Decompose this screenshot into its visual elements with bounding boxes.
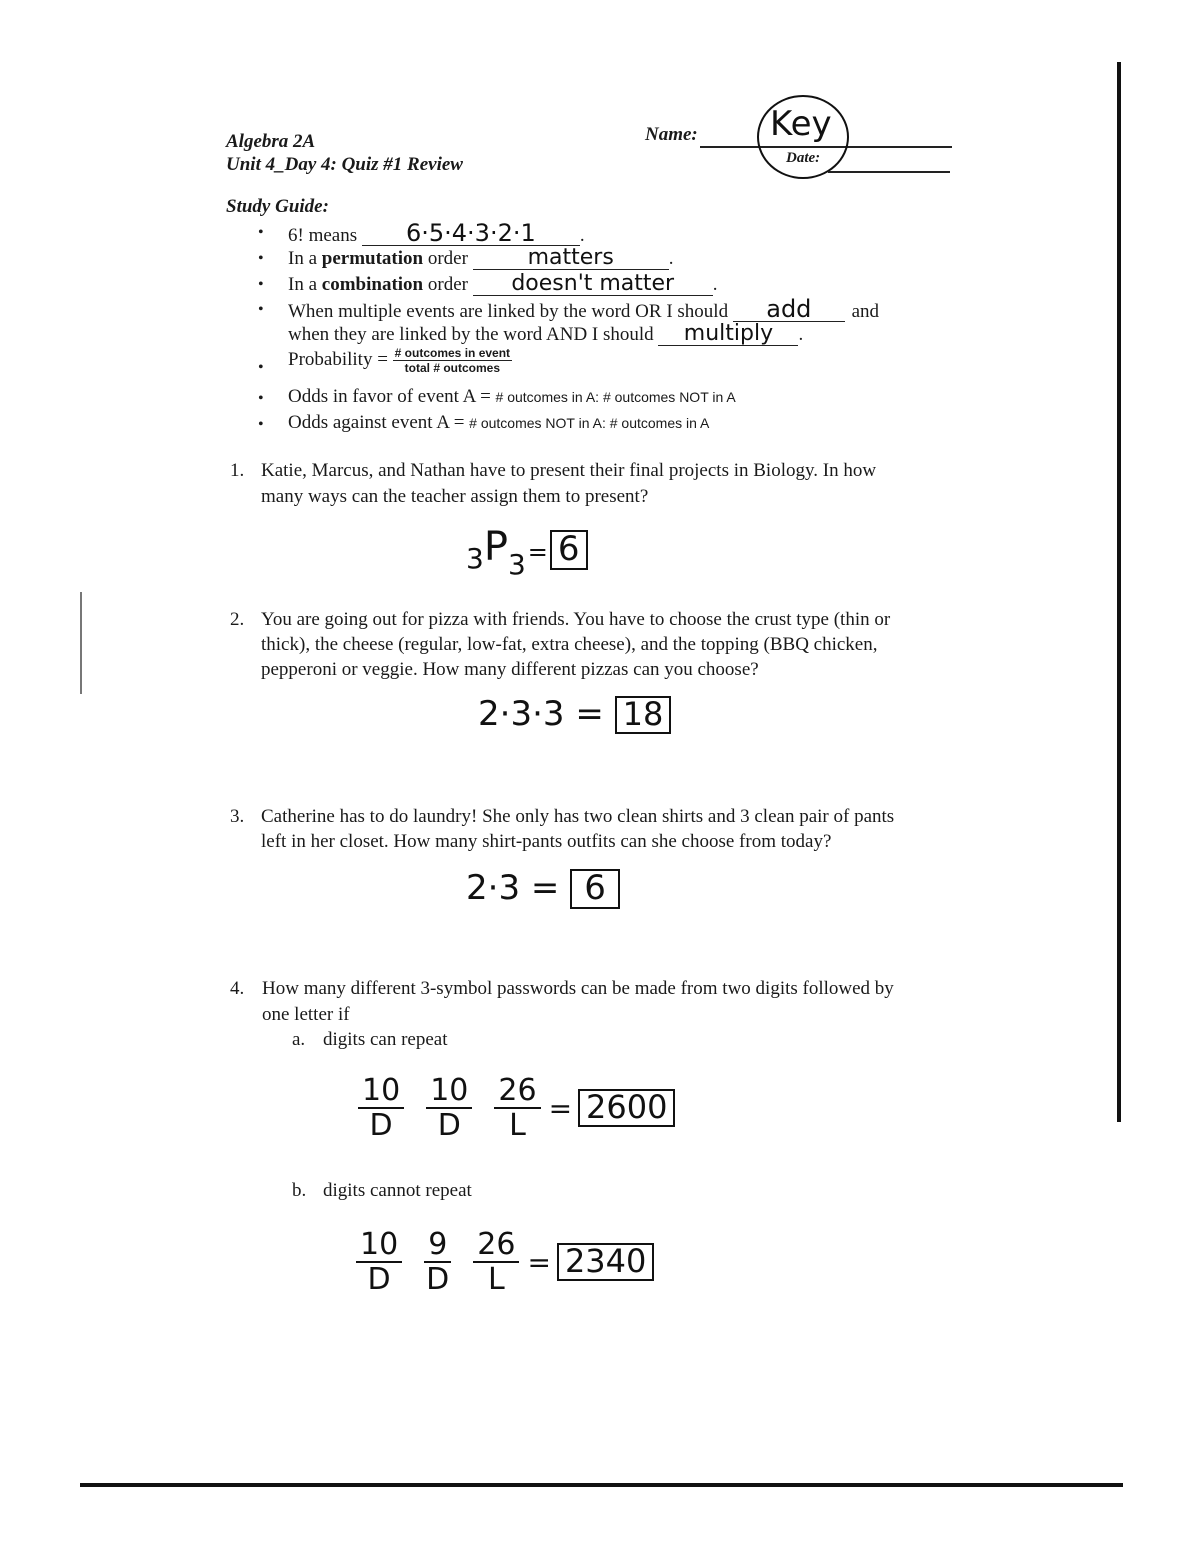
q1-line-2: many ways can the teacher assign them to present? bbox=[261, 486, 649, 507]
date-line bbox=[828, 171, 950, 173]
q4b-slot-1-type: D bbox=[367, 1262, 391, 1297]
probability-numerator: # outcomes in event bbox=[394, 346, 511, 360]
bullet-4-answer-1: add bbox=[733, 297, 845, 322]
q1-work-eq: = bbox=[527, 538, 548, 566]
q4a-slot-3-count: 26 bbox=[494, 1074, 540, 1109]
q4a-slot-3 bbox=[494, 1074, 540, 1142]
key-handwritten: Key bbox=[770, 104, 832, 144]
q1-answer-box: 6 bbox=[550, 530, 588, 570]
bullet-1-answer: 6·5·4·3·2·1 bbox=[362, 221, 580, 246]
odds-against-label: Odds against event A = bbox=[288, 412, 465, 433]
q4a-slot-2 bbox=[426, 1074, 472, 1142]
q4b-slot-3-count: 26 bbox=[473, 1228, 519, 1263]
q4a-slot-1-count: 10 bbox=[358, 1074, 404, 1109]
q4b-text: digits cannot repeat bbox=[323, 1180, 472, 1201]
bullet-4-text-2: when they are linked by the word AND I should bbox=[288, 324, 654, 345]
q4-line-2: one letter if bbox=[262, 1004, 350, 1025]
bullet-3-term: combination bbox=[321, 274, 424, 295]
bullet-4-answer-2: multiply bbox=[658, 323, 798, 346]
left-scan-mark bbox=[80, 592, 82, 694]
date-label: Date: bbox=[786, 150, 821, 166]
q2-answer-box: 18 bbox=[615, 696, 672, 734]
q4b-slot-3-type: L bbox=[488, 1262, 505, 1297]
probability-label: Probability = bbox=[288, 348, 388, 370]
bullet-2-answer: matters bbox=[473, 247, 669, 270]
q3-line-2: left in her closet. How many shirt-pants outfits can she choose from today? bbox=[261, 831, 832, 852]
bullet-4-line-1 bbox=[288, 297, 879, 323]
q4b-slot-3 bbox=[473, 1228, 519, 1296]
bullet-4-post-1: and bbox=[851, 301, 880, 322]
bullet-3 bbox=[288, 273, 717, 296]
q2-number: 2. bbox=[230, 609, 245, 630]
q2-line-3: pepperoni or veggie. How many different pizzas can you choose? bbox=[261, 659, 759, 680]
q4a-answer-box: 2600 bbox=[578, 1089, 675, 1127]
unit-title: Unit 4_Day 4: Quiz #1 Review bbox=[226, 154, 463, 175]
bullet-1 bbox=[288, 221, 585, 247]
bullet-2-pre: In a bbox=[288, 248, 322, 269]
study-guide-title: Study Guide: bbox=[226, 196, 329, 217]
q4a-slot-2-type: D bbox=[437, 1108, 461, 1143]
q1-work bbox=[466, 524, 588, 581]
name-label: Name: bbox=[645, 124, 698, 145]
q2-line-1: You are going out for pizza with friends. You have to choose the crust type (thin or bbox=[261, 609, 891, 630]
probability-fraction bbox=[393, 346, 512, 375]
q4b-answer-box: 2340 bbox=[557, 1243, 654, 1281]
bullet-6-glyph: • bbox=[258, 390, 264, 407]
bullet-1-glyph: • bbox=[258, 224, 264, 241]
q4a-text: digits can repeat bbox=[323, 1029, 448, 1050]
q1-work-p: P bbox=[483, 524, 508, 570]
odds-favor-expr: # outcomes in A: # outcomes NOT in A bbox=[495, 389, 736, 405]
q4b-slot-2-count: 9 bbox=[424, 1228, 451, 1263]
bottom-edge-line bbox=[80, 1483, 1123, 1487]
q4a-label: a. bbox=[292, 1029, 306, 1050]
q1-line-1: Katie, Marcus, and Nathan have to present their final projects in Biology. In how bbox=[261, 460, 877, 481]
right-edge-line bbox=[1117, 62, 1121, 1122]
bullet-3-glyph: • bbox=[258, 276, 264, 293]
bullet-7 bbox=[288, 412, 709, 434]
bullet-2-post: . bbox=[668, 248, 674, 269]
q4a-work bbox=[358, 1074, 675, 1142]
q4a-slot-1-type: D bbox=[369, 1108, 393, 1143]
odds-favor-label: Odds in favor of event A = bbox=[288, 386, 491, 407]
bullet-4-glyph: • bbox=[258, 301, 264, 318]
q4b-slot-1-count: 10 bbox=[356, 1228, 402, 1263]
q4b-label: b. bbox=[292, 1180, 307, 1201]
q3-number: 3. bbox=[230, 806, 245, 827]
q4b-slot-2 bbox=[424, 1228, 451, 1296]
q1-work-n: 3 bbox=[466, 542, 484, 575]
q3-line-1: Catherine has to do laundry! She only has two clean shirts and 3 clean pair of pants bbox=[261, 806, 895, 827]
bullet-1-text: 6! means bbox=[288, 225, 358, 246]
bullet-3-answer: doesn't matter bbox=[473, 273, 713, 296]
bullet-2-term: permutation bbox=[321, 248, 424, 269]
bullet-1-post: . bbox=[579, 225, 585, 246]
bullet-3-post: . bbox=[712, 274, 718, 295]
q2-work-expr: 2·3·3 = bbox=[478, 694, 604, 734]
q4a-slot-3-type: L bbox=[509, 1108, 526, 1143]
bullet-5-glyph: • bbox=[258, 359, 264, 376]
bullet-3-pre: In a bbox=[288, 274, 322, 295]
q1-work-r: 3 bbox=[507, 548, 526, 581]
probability-denominator: total # outcomes bbox=[404, 361, 501, 375]
bullet-5 bbox=[288, 346, 512, 375]
bullet-2-mid: order bbox=[423, 248, 468, 269]
bullet-7-glyph: • bbox=[258, 416, 264, 433]
q4-line-1: How many different 3-symbol passwords can be made from two digits followed by bbox=[262, 978, 894, 999]
bullet-4-line-2 bbox=[288, 323, 803, 346]
q4a-slot-1 bbox=[358, 1074, 404, 1142]
q4b-slot-1 bbox=[356, 1228, 402, 1296]
q3-answer-box: 6 bbox=[570, 869, 620, 909]
q1-number: 1. bbox=[230, 460, 245, 481]
bullet-4-post-2: . bbox=[798, 324, 804, 345]
q3-work-expr: 2·3 = bbox=[466, 868, 560, 908]
q2-work bbox=[478, 694, 671, 734]
bullet-3-mid: order bbox=[423, 274, 468, 295]
bullet-2-glyph: • bbox=[258, 250, 264, 267]
q2-line-2: thick), the cheese (regular, low-fat, extra cheese), and the topping (BBQ chicken, bbox=[261, 634, 878, 655]
bullet-6 bbox=[288, 386, 736, 408]
q4a-slot-2-count: 10 bbox=[426, 1074, 472, 1109]
bullet-4-text-1: When multiple events are linked by the word OR I should bbox=[288, 301, 729, 322]
bullet-2 bbox=[288, 247, 673, 270]
q4b-eq: = bbox=[527, 1245, 551, 1279]
q4a-eq: = bbox=[548, 1091, 573, 1125]
q3-work bbox=[466, 868, 620, 909]
course-title: Algebra 2A bbox=[226, 131, 316, 152]
q4b-slot-2-type: D bbox=[426, 1262, 450, 1297]
q4-number: 4. bbox=[230, 978, 245, 999]
q4b-work bbox=[356, 1228, 654, 1296]
odds-against-expr: # outcomes NOT in A: # outcomes in A bbox=[469, 415, 710, 431]
